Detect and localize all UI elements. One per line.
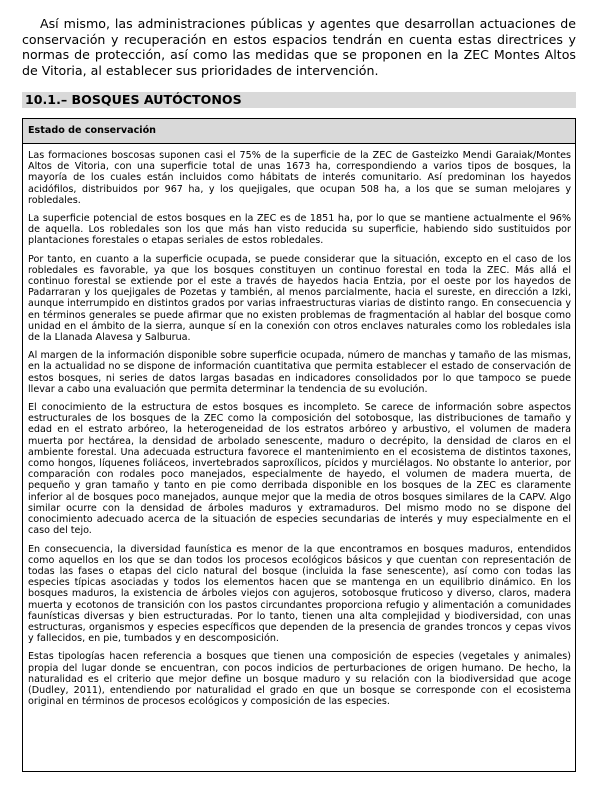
section-heading: 10.1.– BOSQUES AUTÓCTONOS [25, 92, 242, 107]
body-paragraph: Por tanto, en cuanto a la superficie ocupada, se puede considerar que la situación, excepto en el caso de los robledales es favorable, ya que los bosques constituyen un continuo forestal en toda la ZEC. Más allá el continuo forestal se extiende por el este a través de hayedos hacia Entzia, por el oeste por los hayedos de Padarraran y los quejigales de Pozetas y también, al menos parcialmente, hacia el sureste, en dirección a Izki, aunque interrumpido en distintos grados por varias infraestructuras viarias de distinto rango. En consecuencia y en términos generales se puede afirmar que no existen problemas de fragmentación al hablar del bosque como unidad en el ámbito de la sierra, aunque sí en la conexión con otros enclaves naturales como los robledales isla de la Llanada Alavesa y Salburua. [28, 253, 571, 344]
section-heading-bar [22, 92, 576, 108]
conservation-status-box [22, 118, 576, 772]
body-paragraph: El conocimiento de la estructura de estos bosques es incompleto. Se carece de información sobre aspectos estructurales de los bosques de la ZEC como la composición del sotobosque, las distribuciones de tamaño y edad en el estrato arbóreo, la heterogeneidad de los estratos arbóreo y arbustivo, el volumen de madera muerta por hectárea, la densidad de arbolado senescente, maduro o decrépito, la densidad de claros en el ambiente forestal. Una adecuada estructura favorece el mantenimiento en el ecosistema de distintos taxones, como hongos, líquenes foliáceos, invertebrados saproxílicos, pícidos y murciélagos. No obstante lo anterior, por comparación con rodales poco manejados, especialmente de hayedo, el volumen de madera muerta, de pequeño y gran tamaño y tanto en pie como derribada disponible en los bosques de la ZEC es claramente inferior al de bosques poco manejados, aunque mejor que la media de otros bosques similares de la CAPV. Algo similar ocurre con la densidad de árboles maduros y extramaduros. Del mismo modo no se dispone del conocimiento adecuado acerca de la situación de especies secundarias de interés y muy especialmente en el caso del tejo. [28, 402, 571, 537]
body-paragraph: La superficie potencial de estos bosques en la ZEC es de 1851 ha, por lo que se mantiene actualmente el 96% de aquella. Los robledales son los que más han visto reducida su superficie, habiendo sido sustituidos por plantaciones forestales o etapas seriales de estos robledales. [28, 213, 571, 247]
box-header [23, 119, 575, 144]
body-paragraph: Las formaciones boscosas suponen casi el 75% de la superficie de la ZEC de Gasteizko Mendi Garaiak/Montes Altos de Vitoria, con una superficie total de unas 1673 ha, correspondiendo a varios tipos de bosques, la mayoría de los cuales están incluidos como hábitats de interés comunitario. Así predominan los hayedos acidófilos, distribuidos por 967 ha, y los quejigales, que ocupan 508 ha, a los que se suman melojares y robledales. [28, 150, 571, 206]
box-body [23, 144, 575, 707]
box-title: Estado de conservación [28, 125, 157, 136]
body-paragraph: En consecuencia, la diversidad faunística es menor de la que encontramos en bosques maduros, entendidos como aquellos en los que se dan todos los procesos ecológicos básicos y que cuentan con representación de todas las fases o etapas del ciclo natural del bosque (incluida la fase senescente), así como con todas las especies típicas asociadas y todos los elementos hacen que se mantenga en un equilibrio dinámico. En los bosques maduros, la existencia de árboles viejos con agujeros, sotobosque fruticoso y diverso, claros, madera muerta y ecotonos de transición con los pastos circundantes proporciona refugio y alimentación a comunidades faunísticas diversas y bien estructuradas. Por lo tanto, tienen una alta complejidad y biodiversidad, con unas estructuras, organismos y especies específicos que dependen de la presencia de grandes troncos y cepas vivos y fallecidos, en pie, tumbados y en descomposición. [28, 543, 571, 645]
body-paragraph: Al margen de la información disponible sobre superficie ocupada, número de manchas y tamaño de las mismas, en la actualidad no se dispone de información cuantitativa que permita establecer el estado de conservación de estos bosques, ni series de datos largas basadas en indicadores consolidados por lo que tampoco se puede llevar a cabo una evaluación que permita determinar la tendencia de su evolución. [28, 350, 571, 395]
body-paragraph: Estas tipologías hacen referencia a bosques que tienen una composición de especies (vegetales y animales) propia del lugar donde se encuentran, con pocos indicios de perturbaciones de origen humano. De hecho, la naturalidad es el criterio que mejor define un bosque maduro y su relación con la biodiversidad que acoge (Dudley, 2011), entendiendo por naturalidad el grado en que un bosque se corresponde con el ecosistema original en términos de procesos ecológicos y composición de las especies. [28, 651, 571, 708]
intro-text-block [22, 16, 576, 78]
intro-paragraph: Así mismo, las administraciones públicas y agentes que desarrollan actuaciones de conservación y recuperación en estos espacios tendrán en cuenta estas directrices y normas de protección, así como las medidas que se proponen en la ZEC Montes Altos de Vitoria, al establecer sus prioridades de intervención. [22, 16, 576, 78]
